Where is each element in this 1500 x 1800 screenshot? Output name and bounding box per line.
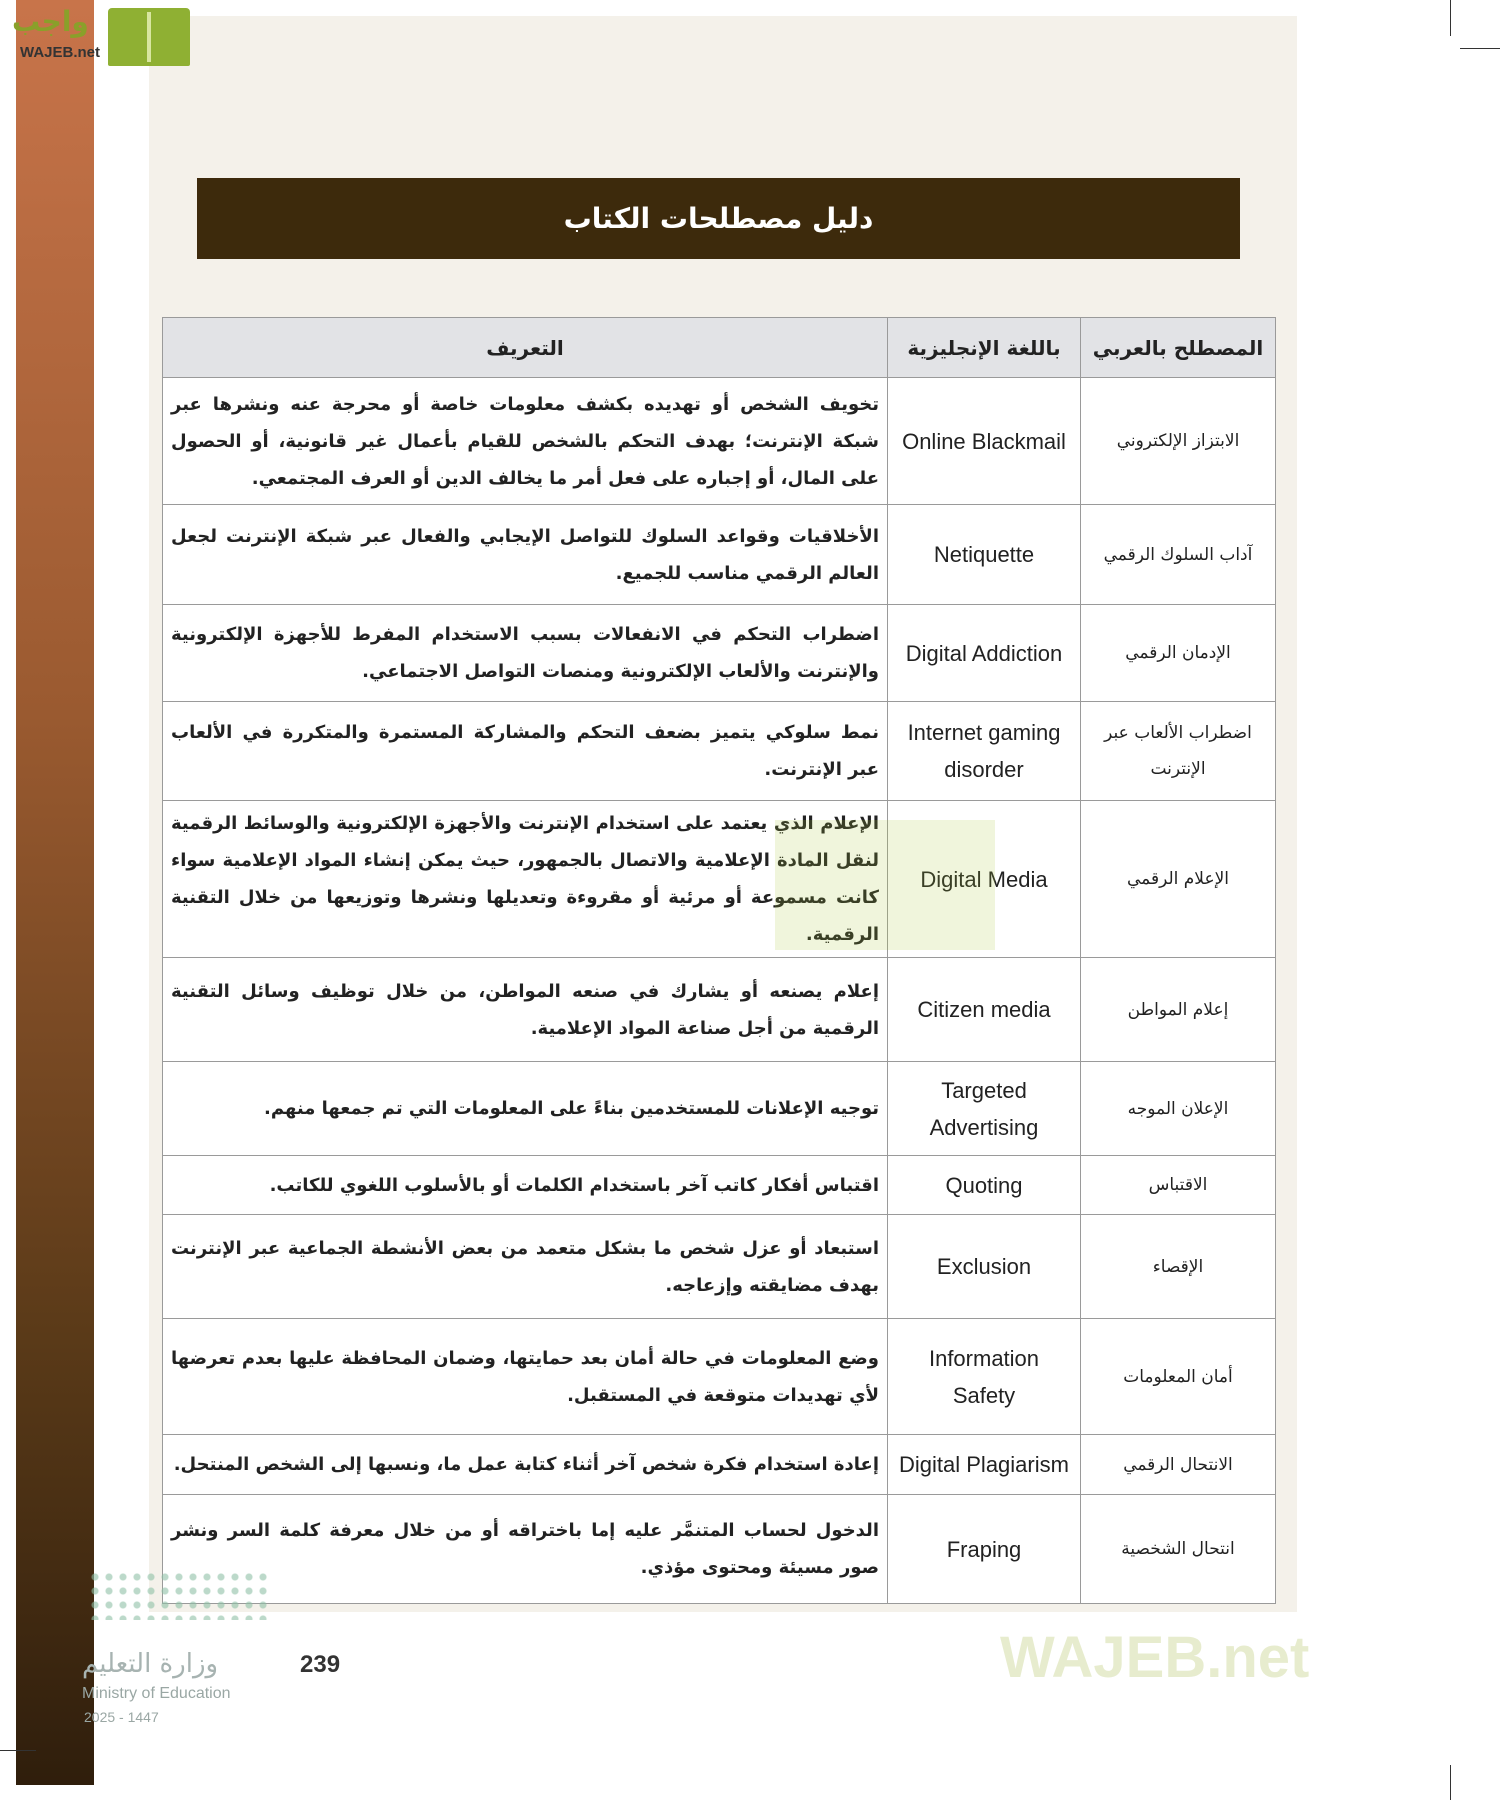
logo-arabic: واجب xyxy=(12,5,89,38)
header-english-term: باللغة الإنجليزية xyxy=(888,318,1081,378)
table-row xyxy=(163,958,1276,1062)
term-english: Targeted Advertising xyxy=(888,1062,1081,1156)
ministry-year: 2025 - 1447 xyxy=(84,1709,159,1725)
term-english: Netiquette xyxy=(888,505,1081,605)
term-definition: نمط سلوكي يتميز بضعف التحكم والمشاركة المستمرة والمتكررة في الألعاب عبر الإنترنت. xyxy=(163,702,888,801)
term-english: Digital Plagiarism xyxy=(888,1435,1081,1495)
table-row xyxy=(163,1215,1276,1319)
term-english: Quoting xyxy=(888,1156,1081,1215)
term-definition: إعادة استخدام فكرة شخص آخر أثناء كتابة عمل ما، ونسبها إلى الشخص المنتحل. xyxy=(163,1435,888,1495)
table-row xyxy=(163,702,1276,801)
wajeb-logo[interactable] xyxy=(8,4,190,66)
watermark: WAJEB.net xyxy=(1000,1625,1310,1690)
ministry-english: Ministry of Education xyxy=(82,1685,231,1702)
term-definition: اضطراب التحكم في الانفعالات بسبب الاستخدام المفرط للأجهزة الإلكترونية والإنترنت والألعاب الإلكترونية ومنصات التواصل الاجتماعي. xyxy=(163,605,888,702)
table-row xyxy=(163,1319,1276,1435)
term-english: Information Safety xyxy=(888,1319,1081,1435)
term-definition: توجيه الإعلانات للمستخدمين بناءً على المعلومات التي تم جمعها منهم. xyxy=(163,1062,888,1156)
term-definition: اقتباس أفكار كاتب آخر باستخدام الكلمات أو بالأسلوب اللغوي للكاتب. xyxy=(163,1156,888,1215)
header-arabic-term: المصطلح بالعربي xyxy=(1081,318,1276,378)
term-arabic: انتحال الشخصية xyxy=(1081,1495,1276,1604)
ministry-dots-icon xyxy=(88,1570,268,1620)
crop-mark xyxy=(1460,48,1500,49)
logo-english: WAJEB.net xyxy=(20,44,101,61)
term-english: Digital Media xyxy=(888,801,1081,958)
term-definition: الأخلاقيات وقواعد السلوك للتواصل الإيجابي والفعال عبر شبكة الإنترنت لجعل العالم الرقمي مناسب للجميع. xyxy=(163,505,888,605)
table-row xyxy=(163,1062,1276,1156)
ministry-logo xyxy=(82,1560,282,1730)
table-row xyxy=(163,1495,1276,1604)
crop-mark xyxy=(1450,1765,1451,1800)
term-arabic: الاقتباس xyxy=(1081,1156,1276,1215)
glossary-table xyxy=(162,317,1276,1604)
term-arabic: اضطراب الألعاب عبر الإنترنت xyxy=(1081,702,1276,801)
term-arabic: آداب السلوك الرقمي xyxy=(1081,505,1276,605)
header-definition: التعريف xyxy=(163,318,888,378)
table-row xyxy=(163,1156,1276,1215)
table-row xyxy=(163,801,1276,958)
term-arabic: الإقصاء xyxy=(1081,1215,1276,1319)
table-header-row xyxy=(163,318,1276,378)
term-arabic: الابتزاز الإلكتروني xyxy=(1081,378,1276,505)
side-color-band xyxy=(16,0,94,1785)
term-definition: الإعلام الذي يعتمد على استخدام الإنترنت والأجهزة الإلكترونية والوسائط الرقمية لنقل المادة الإعلامية والاتصال بالجمهور، حيث يمكن إنشاء المواد الإعلامية سواء كانت مسموعة أو مرئية أو مقروءة وتعديلها ونشرها وتوزيعها من خلال التقنية الرقمية. xyxy=(163,801,888,958)
term-definition: وضع المعلومات في حالة أمان بعد حمايتها، وضمان المحافظة عليها بعدم تعرضها لأي تهديدات متوقعة في المستقبل. xyxy=(163,1319,888,1435)
term-arabic: الإعلان الموجه xyxy=(1081,1062,1276,1156)
term-arabic: الانتحال الرقمي xyxy=(1081,1435,1276,1495)
table-row xyxy=(163,605,1276,702)
table-row xyxy=(163,1435,1276,1495)
term-english: Fraping xyxy=(888,1495,1081,1604)
term-english: Internet gaming disorder xyxy=(888,702,1081,801)
term-arabic: الإدمان الرقمي xyxy=(1081,605,1276,702)
term-arabic: الإعلام الرقمي xyxy=(1081,801,1276,958)
crop-mark xyxy=(0,1750,36,1751)
term-english: Digital Addiction xyxy=(888,605,1081,702)
term-english: Citizen media xyxy=(888,958,1081,1062)
term-definition: استبعاد أو عزل شخص ما بشكل متعمد من بعض الأنشطة الجماعية عبر الإنترنت بهدف مضايقته وإزعاجه. xyxy=(163,1215,888,1319)
page-number: 239 xyxy=(300,1651,341,1678)
term-definition: الدخول لحساب المتنمَّر عليه إما باختراقه أو من خلال معرفة كلمة السر ونشر صور مسيئة ومحتوى مؤذي. xyxy=(163,1495,888,1604)
book-icon xyxy=(108,8,190,66)
table-row xyxy=(163,505,1276,605)
table-row xyxy=(163,378,1276,505)
term-arabic: إعلام المواطن xyxy=(1081,958,1276,1062)
crop-mark xyxy=(1450,0,1451,36)
ministry-arabic: وزارة التعليم xyxy=(82,1649,219,1679)
page-title: دليل مصطلحات الكتاب xyxy=(197,178,1240,259)
term-english: Online Blackmail xyxy=(888,378,1081,505)
term-english: Exclusion xyxy=(888,1215,1081,1319)
term-arabic: أمان المعلومات xyxy=(1081,1319,1276,1435)
term-definition: تخويف الشخص أو تهديده بكشف معلومات خاصة أو محرجة عنه ونشرها عبر شبكة الإنترنت؛ بهدف التحكم بالشخص للقيام بأعمال غير قانونية، أو الحصول على المال، أو إجباره على فعل أمر ما يخالف الدين أو العرف المجتمعي. xyxy=(163,378,888,505)
term-definition: إعلام يصنعه أو يشارك في صنعه المواطن، من خلال توظيف وسائل التقنية الرقمية من أجل صناعة المواد الإعلامية. xyxy=(163,958,888,1062)
